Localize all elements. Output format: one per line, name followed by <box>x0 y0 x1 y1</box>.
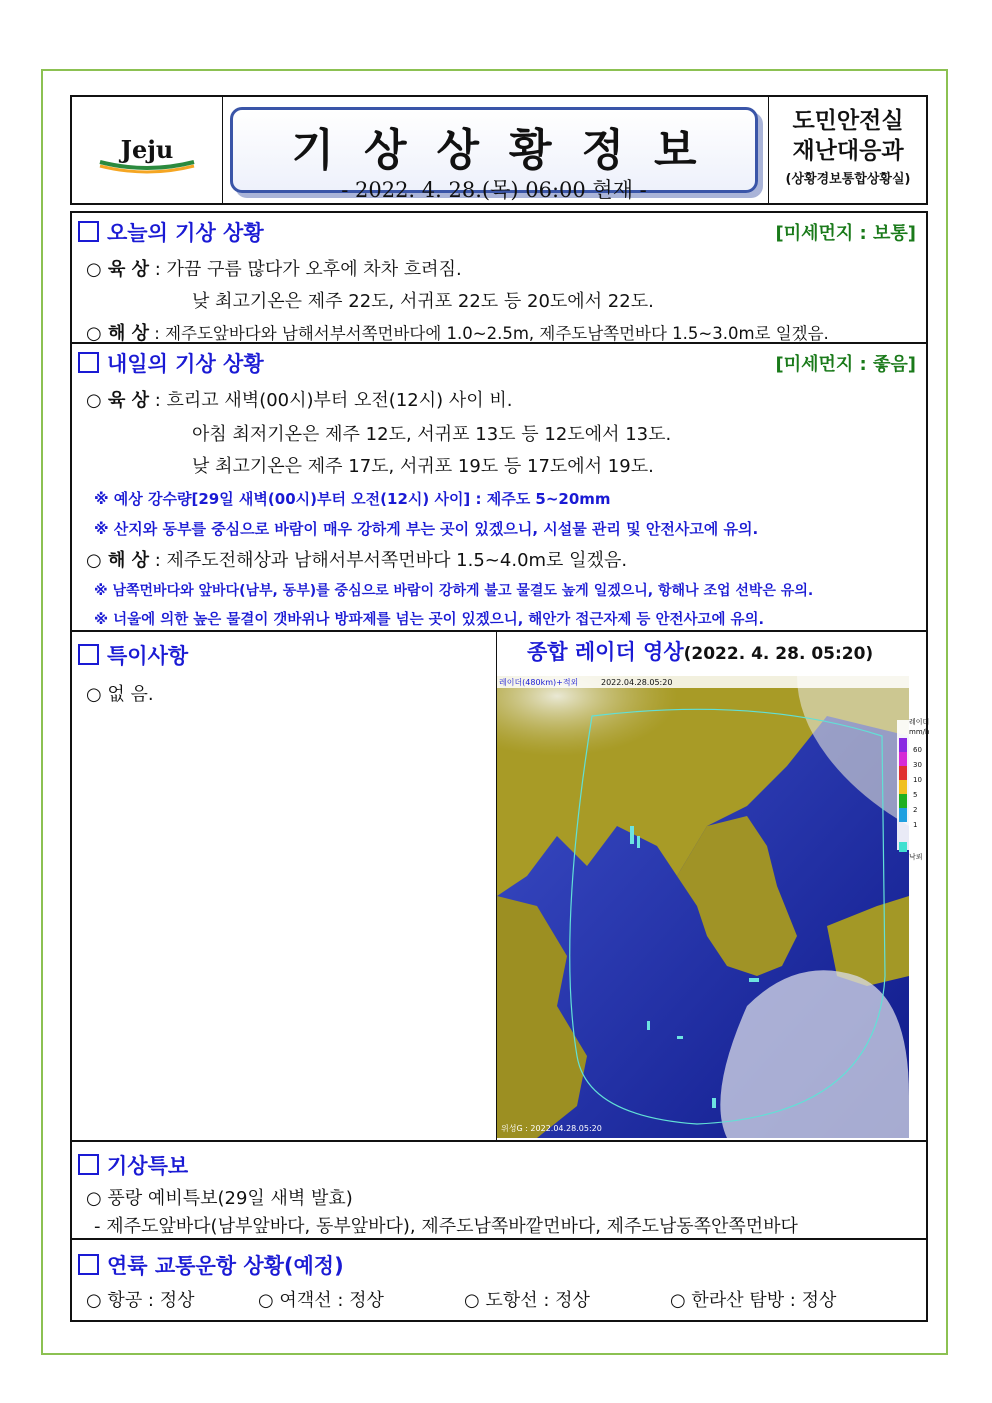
traffic-section <box>70 1238 928 1322</box>
legend-value: 10 <box>913 776 922 784</box>
jeju-logo <box>72 97 223 203</box>
today-dust: [미세먼지 : 보통] <box>775 223 916 244</box>
title-box <box>230 107 758 202</box>
radar-label-top: 레이더(480km)+적외 <box>499 678 579 687</box>
radar-time-top: 2022.04.28.05:20 <box>601 678 673 687</box>
legend-lightning: 낙뢰 <box>909 853 923 861</box>
warning-line2: - 제주도앞바다(남부앞바다, 동부앞바다), 제주도남쪽바깥먼바다, 제주도남동쪽안쪽먼바다 <box>94 1216 798 1237</box>
warning-line1: ○ 풍랑 예비특보(29일 새벽 발효) <box>86 1188 353 1209</box>
tomorrow-heading <box>78 348 264 378</box>
traffic-air: ○ 항공 : 정상 <box>86 1290 195 1311</box>
special-heading-text: 특이사항 <box>107 644 189 668</box>
today-section <box>70 211 928 344</box>
warning-section <box>70 1140 928 1240</box>
legend-value: 2 <box>913 806 918 814</box>
today-land-line1: ○ 육 상 : 가끔 구름 많다가 오후에 차차 흐려짐. <box>86 259 462 280</box>
today-heading <box>78 217 264 247</box>
legend-value: 1 <box>913 821 918 829</box>
tomorrow-note-swell: ※ 너울에 의한 높은 물결이 갯바위나 방파제를 넘는 곳이 있겠으니, 해안가 접근자제 등 안전사고에 유의. <box>94 612 765 628</box>
traffic-heading <box>78 1250 344 1280</box>
today-land-line2: 낮 최고기온은 제주 22도, 서귀포 22도 등 20도에서 22도. <box>192 291 654 312</box>
radar-label-bottom: 위성G : 2022.04.28.05:20 <box>501 1124 602 1133</box>
report-date: - 2022. 4. 28.(목) 06:00 현재 - <box>341 178 647 202</box>
legend-value: 60 <box>913 746 922 754</box>
tomorrow-dust: [미세먼지 : 좋음] <box>775 354 916 375</box>
department-box <box>768 97 927 203</box>
legend-title: 레이더 <box>909 718 930 726</box>
page-title: 기상상황정보 <box>291 125 727 176</box>
tomorrow-note-sea: ※ 남쪽먼바다와 앞바다(남부, 동부)를 중심으로 바람이 강하게 불고 물결도 높게 일겠으니, 항해나 조업 선박은 유의. <box>94 583 814 599</box>
dept-line2: 재난대응과 <box>792 138 904 164</box>
dept-line1: 도민안전실 <box>792 108 904 134</box>
checkbox-icon <box>78 1154 99 1175</box>
warning-heading <box>78 1150 188 1180</box>
tomorrow-section <box>70 342 928 632</box>
tomorrow-land-line3: 낮 최고기온은 제주 17도, 서귀포 19도 등 17도에서 19도. <box>192 456 654 477</box>
tomorrow-note-wind: ※ 산지와 동부를 중심으로 바람이 매우 강하게 부는 곳이 있겠으니, 시설물 관리 및 안전사고에 유의. <box>94 520 759 538</box>
special-item: ○ 없 음. <box>86 684 154 705</box>
checkbox-icon <box>78 221 99 242</box>
checkbox-icon <box>78 1254 99 1275</box>
legend-value: 30 <box>913 761 922 769</box>
traffic-heading-text: 연륙 교통운항 상황(예정) <box>107 1254 344 1278</box>
checkbox-icon <box>78 644 99 665</box>
jeju-logo-icon <box>92 120 202 180</box>
tomorrow-sea-line1: ○ 해 상 : 제주도전해상과 남해서부서쪽먼바다 1.5~4.0m로 일겠음. <box>86 550 628 571</box>
checkbox-icon <box>78 352 99 373</box>
traffic-hallasan: ○ 한라산 탐방 : 정상 <box>670 1290 837 1311</box>
legend-unit: mm/h <box>909 728 930 736</box>
radar-title: 종합 레이더 영상(2022. 4. 28. 05:20) <box>527 640 874 664</box>
tomorrow-heading-text: 내일의 기상 상황 <box>107 352 264 376</box>
tomorrow-note-rain: ※ 예상 강수량[29일 새벽(00시)부터 오전(12시) 사이] : 제주도 5~20mm <box>94 490 611 508</box>
legend-value: 5 <box>913 791 918 799</box>
today-sea-line1: ○ 해 상 : 제주도앞바다와 남해서부서쪽먼바다에 1.0~2.5m, 제주도남쪽먼바다 1.5~3.0m로 일겠음. <box>86 323 829 344</box>
special-radar-section <box>70 630 928 1142</box>
special-heading <box>78 640 188 670</box>
traffic-ferry: ○ 여객선 : 정상 <box>258 1290 384 1311</box>
logo-text: Jeju <box>120 135 174 164</box>
traffic-island: ○ 도항선 : 정상 <box>464 1290 590 1311</box>
warning-heading-text: 기상특보 <box>107 1154 189 1178</box>
tomorrow-land-line1: ○ 육 상 : 흐리고 새벽(00시)부터 오전(12시) 사이 비. <box>86 390 513 411</box>
today-heading-text: 오늘의 기상 상황 <box>107 221 264 245</box>
radar-time: (2022. 4. 28. 05:20) <box>683 644 874 664</box>
tomorrow-land-line2: 아침 최저기온은 제주 12도, 서귀포 13도 등 12도에서 13도. <box>192 424 672 445</box>
radar-image <box>497 676 930 1138</box>
header <box>70 95 928 205</box>
dept-line3: (상황경보통합상황실) <box>785 172 911 187</box>
